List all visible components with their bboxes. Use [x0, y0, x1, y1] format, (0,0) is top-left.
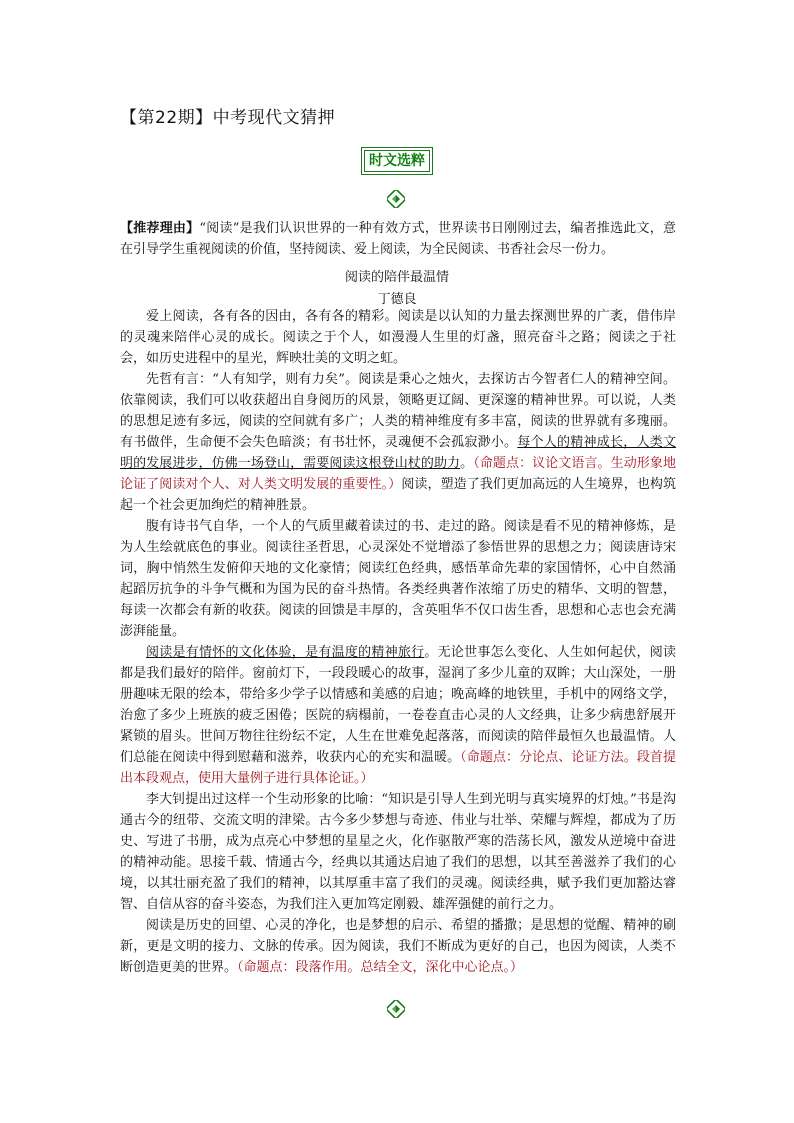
recommendation-tag: 【推荐理由】: [120, 221, 200, 236]
paragraph-2-text: 先哲有言：“人有知学，则有力矣”。阅读是秉心之烛火，去探访古今智者仁人的精神空间。依靠阅读，我们可以收获超出自身阅历的风景，领略更辽阔、更深邃的精神世界。可以说，人类的思想足迹有多远，阅读的空间就有多广；人类的精神维度有多丰富，阅读的世界就有多瑰丽。有书做伴，生命便不会失色暗淡；有书壮怀，灵魂便不会孤寂渺小。: [120, 372, 676, 450]
issue-title: 【第22期】中考现代文猜押: [120, 108, 336, 128]
article-title: 阅读的陪伴最温情: [344, 270, 449, 285]
exam-note: （命题点：议论文语言。生动形象地论证了阅读对个人、对人类文明发展的重要性。）: [120, 456, 676, 492]
paragraph-2-end: 阅读，塑造了我们更加高远的人生境界，也构筑起一个社会更加绚烂的精神胜景。: [120, 477, 676, 513]
paragraph-6: [120, 915, 676, 978]
paragraph-2-punct: 。: [460, 456, 474, 471]
paragraph-4: [120, 642, 676, 789]
recommendation-paragraph: [120, 218, 676, 260]
article-body: [120, 306, 676, 978]
article-author: 丁德良: [377, 292, 417, 307]
exam-note: （命题点：段落作用。总结全文，深化中心论点。）: [237, 960, 524, 975]
paragraph-5: 李大钊提出过这样一个生动形象的比喻：“知识是引导人生到光明与真实境界的灯烛。”书是沟通古今的纽带、交流文明的津梁。古今多少梦想与奇迹、伟业与壮举、荣耀与辉煌，都成为了历史、写进了书册，成为点亮心中梦想的星星之火，化作驱散严寒的浩荡长风，激发从逆境中奋进的精神动能。思接千载、情通古今，经典以其通达启迪了我们的思想，以其至善滋养了我们的心境，以其壮丽充盈了我们的精神，以其厚重丰富了我们的灵魂。阅读经典，赋予我们更加豁达睿智、自信从容的奋斗姿态，为我们注入更加笃定刚毅、雄浑强健的前行之力。: [120, 792, 676, 912]
paragraph-2: [120, 369, 676, 516]
underlined-topic-sentence: 阅读是有情怀的文化体验，是有温度的精神旅行: [146, 645, 425, 660]
section-label: 时文选粹: [364, 150, 430, 172]
paragraph-6-text: 阅读是历史的回望、心灵的净化，也是梦想的启示、希望的播撒；是思想的觉醒、精神的刷新，更是文明的接力、文脉的传承。因为阅读，我们不断成为更好的自己，也因为阅读，人类不断创造更美的世界。: [120, 918, 676, 975]
paragraph-1: 爱上阅读，各有各的因由，各有各的精彩。阅读是以认知的力量去探测世界的广袤，借伟岸的灵魂来陪伴心灵的成长。阅读之于个人，如漫漫人生里的灯盏，照亮奋斗之路；阅读之于社会，如历史进程中的星光，辉映壮美的文明之虹。: [120, 309, 676, 366]
pencil-square-icon: [387, 1000, 405, 1018]
pencil-square-icon: [387, 190, 405, 208]
underlined-sentence: 每个人的精神成长，人类文明的发展进步，仿佛一场登山，需要阅读这根登山杖的助力: [120, 435, 676, 471]
paragraph-4-text: 。无论世事怎么变化、人生如何起伏，阅读都是我们最好的陪伴。窗前灯下，一段段暖心的故事，湿润了多少儿童的双眸；大山深处，一册册趣味无限的绘本，带给多少学子以情感和美感的启迪；晚高峰的地铁里，手机中的网络文学，治愈了多少上班族的疲乏困倦；医院的病榻前，一卷卷直击心灵的人文经典，让多少病患舒展开紧锁的眉头。世间万物往往纷纭不定，人生在世难免起落落，而阅读的陪伴最恒久也最温情。人们总能在阅读中得到慰藉和滋养，收获内心的充实和温暖。: [120, 645, 676, 765]
recommendation-text: “阅读”是我们认识世界的一种有效方式，世界读书日刚刚过去，编者推选此文，意在引导学生重视阅读的价值，坚持阅读、爱上阅读，为全民阅读、书香社会尽一份力。: [120, 221, 676, 257]
paragraph-3: 腹有诗书气自华，一个人的气质里藏着读过的书、走过的路。阅读是看不见的精神修炼，是为人生绘就底色的事业。阅读往圣哲思，心灵深处不觉增添了参悟世界的思想之力；阅读唐诗宋词，胸中悄然生发俯仰天地的文化豪情；阅读红色经典，感悟革命先辈的家国情怀，心中自然涌起蹈厉抗争的斗争气概和为国为民的奋斗热情。各类经典著作浓缩了历史的精华、文明的智慧，每读一次都会有新的收获。阅读的回馈是丰厚的，含英咀华不仅口齿生香，思想和心志也会充满澎湃能量。: [120, 519, 676, 639]
exam-note: （命题点：分论点、论证方法。段首提出本段观点，使用大量例子进行具体论证。）: [120, 750, 676, 786]
